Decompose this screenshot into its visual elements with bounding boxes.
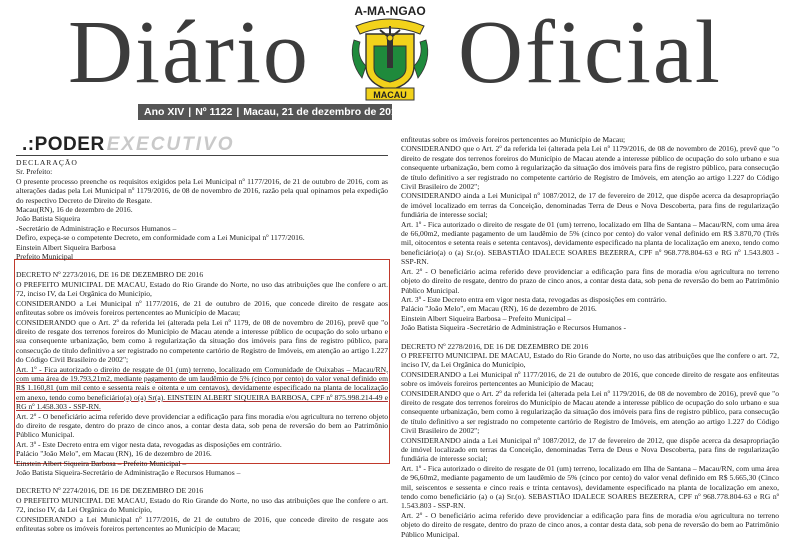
masthead-title-left: Diário <box>68 3 310 102</box>
masthead <box>0 0 788 130</box>
decree-heading: DECRETO Nº 2273/2016, DE 16 DE DEZEMBRO DE 2016 <box>16 270 204 280</box>
paragraph: Art. 2º - O beneficiário acima referido deve providenciar a edificação para fins moradia e/ou agricultura no terreno objeto do direito de resgate, dentro do prazo de cinco anos, a contar desta data, sob pena de reversão do bem ao Patrimônio Público Municipal. <box>16 411 388 440</box>
paragraph: Palácio "João Melo", em Macau (RN), 16 de dezembro de 2016. <box>401 304 597 314</box>
paragraph: enfiteutas sobre os imóveis foreiros pertencentes ao Município de Macau; <box>401 135 626 144</box>
paragraph: O PREFEITO MUNICIPAL DE MACAU, Estado do Rio Grande do Norte, no uso das atribuições que lhe confere o art. 72, inciso IV, da Lei Orgânica do Município, <box>401 350 779 370</box>
edition-year: Ano XIV <box>144 106 185 118</box>
section-prefix: .:PODER <box>22 134 105 155</box>
paragraph: Einstein Albert Siqueira Barbosa – Prefeito Municipal – <box>16 458 187 468</box>
section-rule <box>16 155 388 156</box>
crest-motto: A-MA-NGAO <box>354 4 426 18</box>
decree-heading: DECRETO Nº 2278/2016, DE 16 DE DEZEMBRO DE 2016 <box>401 341 589 351</box>
crest-emblem-icon <box>344 4 436 104</box>
edition-place-date: Macau, 21 de dezembro de 2016 <box>243 106 403 118</box>
paragraph: João Batista Siqueira <box>16 214 81 224</box>
paragraph: CONSIDERANDO a Lei Municipal nº 1177/2016, de 21 de outubro de 2016, que concede direito de resgate aos enfiteutas sobre os imóveis foreiros pertencentes ao Município de Macau; <box>16 298 388 318</box>
paragraph: O presente processo preenche os requisitos exigidos pela Lei Municipal nº 1177/2016, de 21 de outubro de 2016, com as alterações dadas pela Lei Municipal nº 1179/2016, de 08 de novembro de 2016, razão pela qual opinamos pela expedição do respectivo Decreto de Direito de Resgate. <box>16 176 388 205</box>
paragraph: Art. 3º - Este Decreto entra em vigor nesta data, revogadas as disposições em contrário. <box>16 439 282 449</box>
edition-bar <box>138 104 403 120</box>
edition-separator: | <box>188 106 192 118</box>
paragraph: CONSIDERANDO que o Art. 2º da referida lei (alterada pela Lei nº 1179/2016, de 08 de novembro de 2016), prevê que "o direito de resgate dos terrenos foreiros do Município de Macau atende a interesse público de ocupação do solo urbano e sua consequente urbanização, bem como à regularização da situação dos imóveis para fins de registro público, para consecução de título definitivo a ser registrado no competente cartório de Registro de Imóveis, em atenção ao artigo 1.227 do Código Civil Brasileiro de 2002"; <box>401 144 779 192</box>
crest-banner-text: MACAU <box>373 90 407 100</box>
right-column <box>401 135 779 539</box>
paragraph: Prefeito Municipal <box>16 252 74 262</box>
edition-number: Nº 1122 <box>195 106 233 118</box>
paragraph: CONSIDERANDO que o Art. 2º da referida lei (alterada pela Lei nº 1179, de 08 de novembro de 2016), prevê que "o direito de resgate dos terrenos foreiros do Município de Macau atende a interesse público de ocupação do solo urbano e sua consequente urbanização, bem como à regularização da situação dos imóveis para fins de registro público, para consecução de título definitivo a ser registrado no competente cartório de Registro de Imóveis, em atenção ao artigo 1.227 do Código Civil Brasileiro de 2002"; <box>16 317 388 365</box>
paragraph: João Batista Siqueira -Secretário de Administração e Recursos Humanos - <box>401 323 627 333</box>
paragraph: Art. 1º - Fica autorizado o direito de resgate de 01 (um) terreno, localizado em Ilha de Santana – Macau/RN, com uma área de 66,00m2, mediante pagamento de um laudêmio de 5% (cinco por cento) do valor venal definido em R$ 3.870,70 (Três mil, oitocentos e setenta reais e setenta centavos), devidamente especificado na planta de localização em anexo, tendo como beneficiário(a) o (a) Sr.(o). SEBASTIÃO IDALECE SOARES BEZERRA, CPF nº 968.778.804-63 e RG nº 1.543.803 - SSP-RN. <box>401 219 779 267</box>
paragraph: DECLARAÇÃO <box>16 158 78 167</box>
paragraph: Einstein Albert Siqueira Barbosa – Prefeito Municipal – <box>401 313 572 323</box>
paragraph: Art. 2º - O beneficiário acima referido deve providenciar a edificação para fins de moradia e/ou agricultura no terreno objeto do direito de resgate, dentro do prazo de cinco anos, a contar desta data, sob pena de reversão do bem ao Patrimônio Público Municipal. <box>401 510 779 539</box>
paragraph: CONSIDERANDO que o Art. 2º da referida lei (alterada pela Lei nº 1179/2016, de 08 de novembro de 2016), prevê que "o direito de resgate dos terrenos foreiros do Município de Macau atende a interesse público de ocupação do solo urbano e sua consequente urbanização, bem como à regularização da situação dos imóveis para fins de registro público, para consecução de título definitivo a ser registrado no competente cartório de Registro de Imóveis, em atenção ao artigo 1.227 do Código Civil Brasileiro de 2002"; <box>401 388 779 436</box>
paragraph: O PREFEITO MUNICIPAL DE MACAU, Estado do Rio Grande do Norte, no uso das atribuições que lhe confere o art. 72, inciso IV, da Lei Orgânica do Município, <box>16 495 388 515</box>
paragraph: CONSIDERANDO a Lei Municipal nº 1177/2016, de 21 de outubro de 2016, que concede direito de resgate aos enfiteutas sobre os imóveis foreiros pertencentes ao Município de Macau; <box>16 514 388 534</box>
paragraph: CONSIDERANDO ainda a Lei Municipal nº 1087/2012, de 17 de fevereiro de 2012, que dispõe acerca da desapropriação de imóvel localizado em terras da Conceição, denominadas Terra de Deus e Nova Descoberta, para fins de regularização fundiária de interesse social; <box>401 191 779 220</box>
paragraph: Macau(RN), 16 de dezembro de 2016. <box>16 205 133 215</box>
paragraph: Sr. Prefeito: <box>16 167 53 177</box>
masthead-title-right: Oficial <box>458 3 722 102</box>
section-name: EXECUTIVO <box>106 134 235 155</box>
decree-heading: DECRETO Nº 2274/2016, DE 16 DE DEZEMBRO DE 2016 <box>16 486 204 496</box>
paragraph: Einstein Albert Siqueira Barbosa <box>16 242 116 252</box>
paragraph: Art. 1º - Fica autorizado o direito de resgate de 01 (um) terreno, localizado em Comunidade de Ouixabas – Macau/RN, com uma área de 19.793,21m2, mediante pagamento de um laudêmio de 5% (cinco por cento) do valor venal definido em R$ 1.160,81 (um mil cento e sessenta reais e oitenta e um centavos), devidamente especificado na planta de localização em anexo, tendo como beneficiário(a) o(a) Sr(a). EINSTEIN ALBERT SIQUEIRA BARBOSA, CPF nº 875.998.214-49 e RG nº 1.458.303 - SSP-RN. <box>16 364 388 412</box>
paragraph: Art. 1º - Fica autorizado o direito de resgate de 01 (um) terreno, localizado em Ilha de Santana – Macau/RN, com uma área de 96,60m2, mediante pagamento de um laudêmio de 5% (cinco por cento) do valor venal definido em R$ 5.665,30 (Cinco mil, seiscentos e sessenta e cinco reais e trinta centavos), devidamente especificado na planta de localização em anexo, tendo como beneficiário (a) o (a) Sr.(o). SEBASTIÃO IDALECE SOARES BEZERRA, CPF nº 968.778.804-63 e RG nº 1.543.803 - SSP-RN. <box>401 463 779 511</box>
paragraph: Palácio "João Melo", em Macau (RN), 16 de dezembro de 2016. <box>16 449 212 459</box>
paragraph: CONSIDERANDO ainda a Lei Municipal nº 1087/2012, de 17 de fevereiro de 2012, que dispõe acerca da desapropriação de imóvel localizado em terras da Conceição, denominadas Terra de Deus e Nova Descoberta, para fins de regularização fundiária de interesse social; <box>401 435 779 464</box>
municipal-crest <box>344 4 436 104</box>
paragraph: João Batista Siqueira-Secretário de Administração e Recursos Humanos – <box>16 468 241 477</box>
paragraph: CONSIDERANDO a Lei Municipal nº 1177/2016, de 21 de outubro de 2016, que concede direito de resgate aos enfiteutas sobre os imóveis foreiros pertencentes ao Município de Macau; <box>401 369 779 389</box>
paragraph: Art. 2º - O beneficiário acima referido deve providenciar a edificação para fins de moradia e/ou agricultura no terreno objeto do direito de resgate, dentro do prazo de cinco anos, a contar desta data, sob pena de reversão do bem ao Patrimônio Público Municipal. <box>401 266 779 295</box>
section-heading <box>22 134 235 156</box>
paragraph: Art. 3º - Este Decreto entra em vigor nesta data, revogadas as disposições em contrário. <box>401 294 667 304</box>
paragraph: O PREFEITO MUNICIPAL DE MACAU, Estado do Rio Grande do Norte, no uso das atribuições que lhe confere o art. 72, inciso IV, da Lei Orgânica do Município, <box>16 279 388 299</box>
edition-separator: | <box>236 106 240 118</box>
paragraph: Defiro, expeça-se o competente Decreto, em conformidade com a Lei Municipal nº 1177/2016. <box>16 233 305 243</box>
left-column <box>16 158 388 533</box>
paragraph: -Secretário de Administração e Recursos Humanos – <box>16 223 177 233</box>
